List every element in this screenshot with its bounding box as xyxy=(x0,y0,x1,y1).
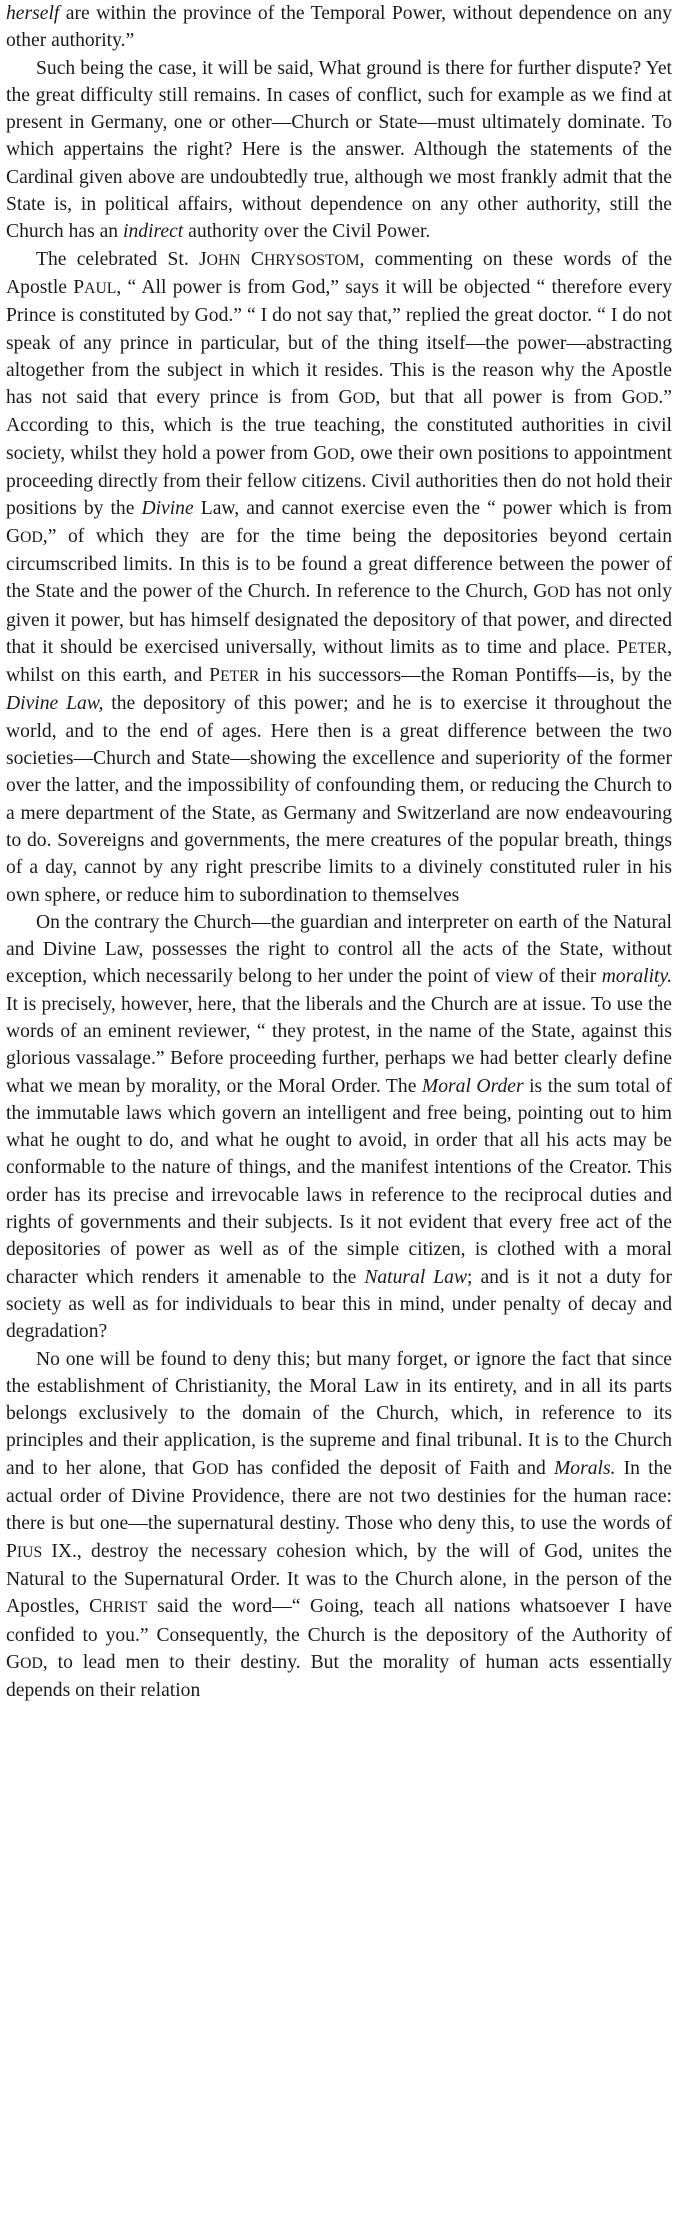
italic-text: Moral Order xyxy=(421,1075,524,1097)
small-caps-text: HRYSOSTOM xyxy=(263,251,360,269)
text-run: said the word—“ Going, teach all nations whatsoever I have confided to you.” Consequently, the Church is the depository of the Authority of G xyxy=(6,1596,672,1673)
italic-text: Divine xyxy=(141,498,194,520)
small-caps-text: AUL xyxy=(84,279,117,297)
text-run: authority over the Civil Power. xyxy=(183,221,431,243)
text-run: has not only given it power, but has himself designated the depository of that power, and directed that it should be exercised universally, without limits as to time and place. P xyxy=(6,581,672,658)
italic-text: Natural Law xyxy=(364,1266,468,1288)
text-run: IX., destroy the necessary cohesion which, by the will of God, unites the Natural to the Supernatural Order. It was to the Church alone, in the person of the Apostles, C xyxy=(6,1540,672,1618)
text-run: the depository of this power; and he is to exercise it throughout the world, and to the end of ages. Here then is a great difference between the two societies—Church and State—showing the excellence and superiority of the former over the latter, and the impossibility of confounding them, or reducing the Church to a mere department of the State, as Germany and Switzerland are now endeavouring to do. Sovereigns and governments, the mere creatures of the popular breath, things of a day, cannot by any right prescribe limits to a divinely constituted ruler in his own sphere, or reduce him to subordination to themselves xyxy=(6,693,672,906)
page-text-column xyxy=(6,0,672,2234)
text-run: Such being the case, it will be said, What ground is there for further dispute? Yet the great difficulty still remains. In cases of conflict, such for example as we find at present in Germany, one or other—Church or State—must ultimately dominate. To which appertains the right? Here is the answer. Although the statements of the Cardinal given above are undoubtedly true, although we most frankly admit that the State is, in political affairs, without dependence on any other authority, still the Church has an xyxy=(6,57,672,243)
text-run: is the sum total of the immutable laws which govern an intelligent and free being, pointing out to him what he ought to do, and what he ought to avoid, in order that all his acts may be conformable to the nature of things, and the manifest intentions of the Creator. This order has its precise and irrevocable laws in reference to the reciprocal duties and rights of governments and their subjects. Is it not evident that every free act of the depositories of power as well as of the simple citizen, is clothed with a moral character which renders it amenable to the xyxy=(6,1075,672,1288)
text-run: are within the province of the Temporal Power, without dependence on any other authority.” xyxy=(6,3,672,52)
text-run: , owe their own positions to appointment proceeding directly from their fellow citizens. Civil authorities then do not hold their positions by the xyxy=(6,442,672,520)
text-run: has confided the deposit of Faith and xyxy=(228,1457,554,1479)
body-paragraph xyxy=(6,246,672,909)
text-run: It is precisely, however, here, that the liberals and the Church are at issue. To use the words of an eminent reviewer, “ they protest, in the name of the State, against this glorious vassalage.” Before proceeding further, perhaps we had better clearly define what we mean by morality, or the Moral Order. The xyxy=(6,993,672,1097)
small-caps-text: IUS xyxy=(16,1543,43,1561)
small-caps-text: ETER xyxy=(627,639,668,657)
text-run: , “ All power is from God,” says it will be objected “ therefore every Prince is constituted by God.” “ I do not say that,” replied the great doctor. “ I do not speak of any prince in particular, but of the thing itself—the power—abstracting altogether from the subject in which it resides. This is the reason why the Apostle has not said that every prince is from G xyxy=(6,276,672,409)
small-caps-text: HRIST xyxy=(102,1599,148,1617)
text-run: .” According to this, which is the true teaching, the constituted authorities in civil society, whilst they hold a power from G xyxy=(6,387,672,464)
text-run: , commenting on these words of the Apostle P xyxy=(6,248,672,298)
text-run: Law, and cannot exercise even the “ power which is from G xyxy=(6,498,672,547)
italic-text: indirect xyxy=(123,221,184,243)
small-caps-text: OD xyxy=(635,390,659,408)
text-run: C xyxy=(240,248,264,270)
text-run: in his successors—the Roman Pontiffs—is, by the xyxy=(259,665,672,687)
italic-text: morality. xyxy=(601,966,672,988)
small-caps-text: OD xyxy=(206,1460,229,1478)
text-run: On the contrary the Church—the guardian and interpreter on earth of the Natural and Divine Law, possesses the right to control all the acts of the State, without exception, which necessarily belong to her under the point of view of their xyxy=(6,911,672,988)
italic-text: Divine Law, xyxy=(6,693,104,715)
text-run: ; and is it not a duty for society as well as for individuals to bear this in mind, under penalty of decay and degradation? xyxy=(6,1266,672,1343)
small-caps-text: OD xyxy=(20,1654,43,1672)
text-run: No one will be found to deny this; but many forget, or ignore the fact that since the establishment of Christianity, the Moral Law in its entirety, and in all its parts belongs exclusively to the domain of the Church, which, in reference to its principles and their application, is the supreme and final tribunal. It is to the Church and to her alone, that G xyxy=(6,1348,672,1479)
body-paragraph xyxy=(6,0,672,55)
small-caps-text: OD xyxy=(352,390,376,408)
small-caps-text: ETER xyxy=(220,668,260,686)
italic-text: herself xyxy=(6,3,60,24)
text-run: In the actual order of Divine Providence, there are not two destinies for the human race: there is but one—the supernatural destiny. Those who deny this, to use the words of P xyxy=(6,1457,672,1562)
small-caps-text: OD xyxy=(327,445,351,463)
text-run: The celebrated St. J xyxy=(36,248,207,270)
body-paragraph xyxy=(6,1346,672,1705)
small-caps-text: OD xyxy=(20,528,43,546)
body-paragraph xyxy=(6,55,672,246)
text-run: , to lead men to their destiny. But the morality of human acts essentially depends on their relation xyxy=(6,1651,672,1702)
small-caps-text: OD xyxy=(547,584,571,602)
text-run: , whilst on this earth, and P xyxy=(6,636,672,687)
text-run: ,” of which they are for the time being the depositories beyond certain circumscribed limits. In this is to be found a great difference between the power of the State and the power of the Church. In reference to the Church, G xyxy=(6,525,672,603)
small-caps-text: OHN xyxy=(206,251,241,269)
body-paragraph xyxy=(6,909,672,1346)
text-run: , but that all power is from G xyxy=(375,387,636,409)
italic-text: Morals. xyxy=(553,1457,616,1479)
